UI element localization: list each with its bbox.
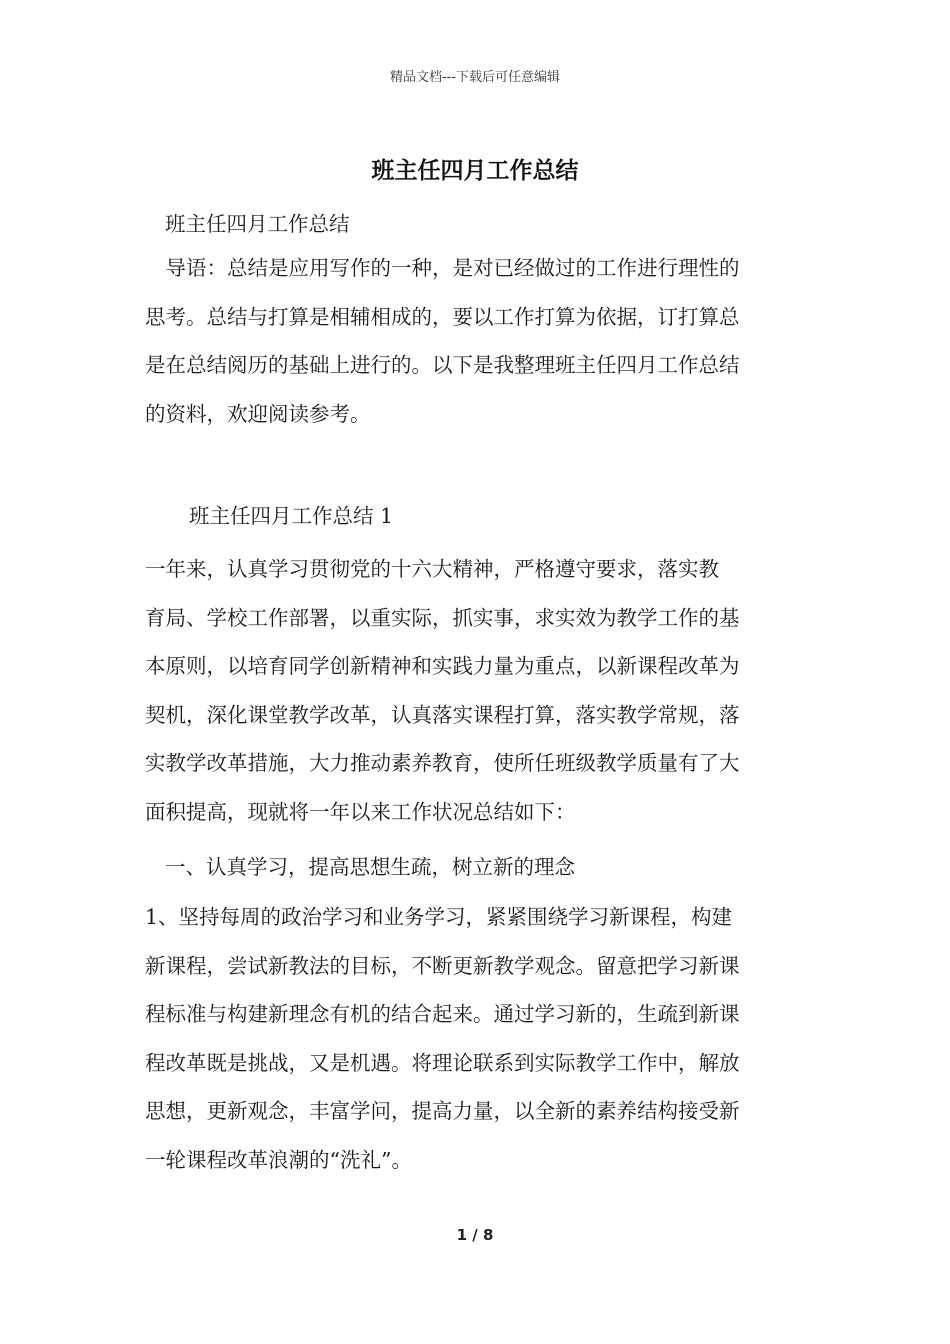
- text-line: 本原则，以培育同学创新精神和实践力量为重点，以新课程改革为: [145, 654, 740, 678]
- paragraph-1: [145, 545, 807, 836]
- text-line: 育局、学校工作部署，以重实际，抓实事，求实效为教学工作的基: [145, 605, 740, 630]
- text-line: 导语：总结是应用写作的一种，是对已经做过的工作进行理性的: [145, 256, 740, 280]
- text-line: 面积提高，现就将一年以来工作状况总结如下：: [145, 799, 576, 824]
- paragraph-2: [145, 893, 807, 1184]
- document-subtitle: [145, 200, 827, 249]
- text-line: 新课程，尝试新教法的目标，不断更新教学观念。留意把学习新课: [145, 953, 740, 978]
- text-line: 一轮课程改革浪潮的“洗礼”。: [145, 1147, 412, 1172]
- document-title: 班主任四月工作总结: [371, 157, 579, 184]
- text-line: 1、坚持每周的政治学习和业务学习，紧紧围绕学习新课程，构建: [145, 905, 733, 929]
- section-title: [145, 492, 851, 541]
- text-line: 程改革既是挑战，又是机遇。将理论联系到实际教学工作中，解放: [145, 1050, 740, 1075]
- text-line: 是在总结阅历的基础上进行的。以下是我整理班主任四月工作总结: [145, 353, 740, 377]
- text-line: 实教学改革措施，大力推动素养教育，使所任班级教学质量有了大: [145, 751, 740, 775]
- page-number: 1 / 8: [456, 1226, 494, 1244]
- text-line: 一年来，认真学习贯彻党的十六大精神，严格遵守要求，落实教: [145, 557, 719, 581]
- text-line: 程标准与构建新理念有机的结合起来。通过学习新的，生疏到新课: [145, 1002, 740, 1026]
- section-title-text: 班主任四月工作总结 1: [189, 504, 394, 528]
- intro-paragraph: [145, 244, 807, 438]
- text-line: 契机，深化课堂教学改革，认真落实课程打算，落实教学常规，落: [145, 702, 740, 727]
- heading-text: 一、认真学习，提高思想生疏，树立新的理念: [165, 855, 575, 879]
- page-header: 精品文档---下载后可任意编辑: [389, 70, 561, 85]
- text-line: 思考。总结与打算是相辅相成的，要以工作打算为依据，订打算总: [145, 304, 740, 329]
- text-line: 思想，更新观念，丰富学问，提高力量，以全新的素养结构接受新: [145, 1099, 740, 1123]
- heading-1: [145, 843, 827, 892]
- subtitle-text: 班主任四月工作总结: [165, 212, 350, 236]
- text-line: 的资料，欢迎阅读参考。: [145, 401, 371, 426]
